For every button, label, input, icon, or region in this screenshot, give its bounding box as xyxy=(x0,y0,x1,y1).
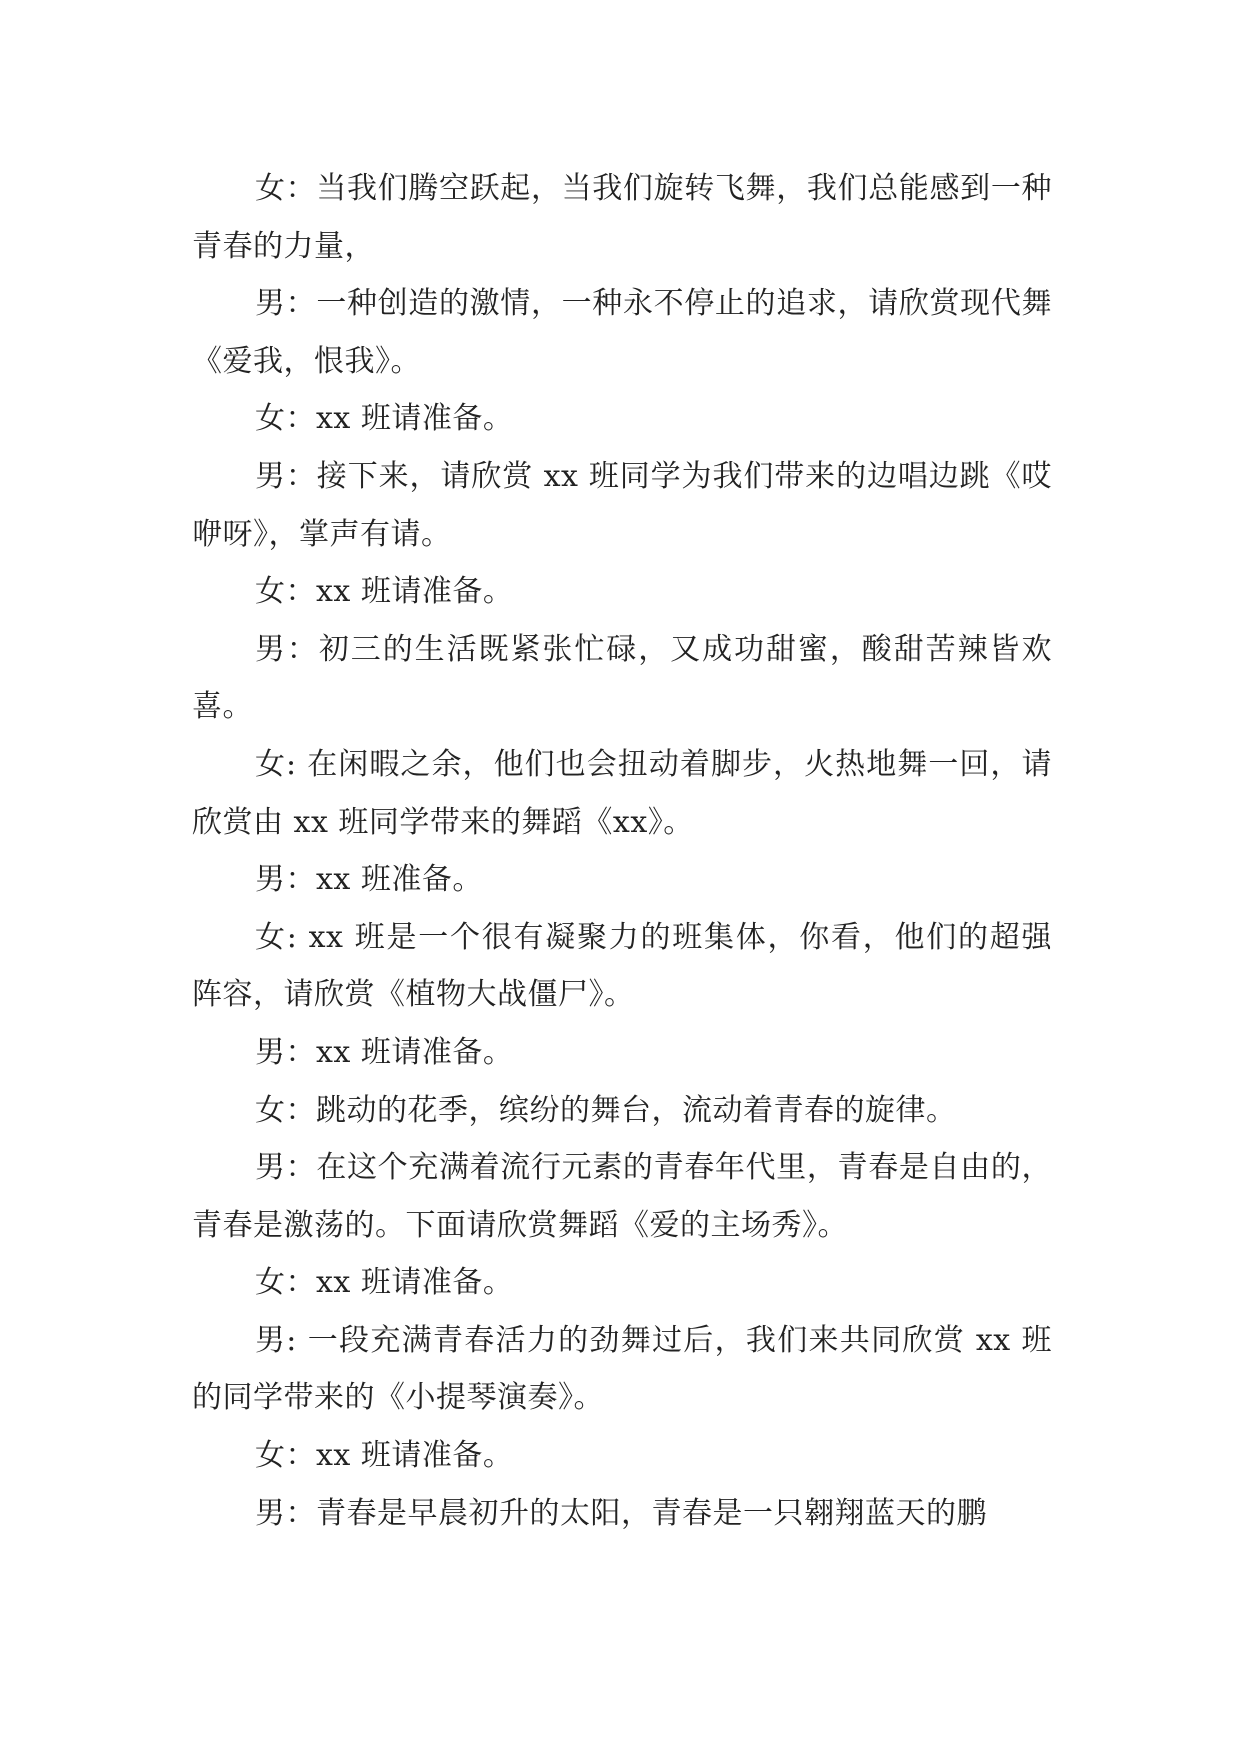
document-body xyxy=(192,160,1052,1542)
paragraph: 男：一种创造的激情，一种永不停止的追求，请欣赏现代舞《爱我，恨我》。 xyxy=(192,286,1052,379)
paragraph: 男：青春是早晨初升的太阳，青春是一只翱翔蓝天的鹏 xyxy=(255,1495,987,1531)
paragraph: 男: 一段充满青春活力的劲舞过后，我们来共同欣赏 xx 班的同学带来的《小提琴演奏》。 xyxy=(192,1322,1052,1416)
paragraph: 男：初三的生活既紧张忙碌，又成功甜蜜，酸甜苦辣皆欢喜。 xyxy=(192,631,1052,725)
paragraph: 男：接下来，请欣赏 xx 班同学为我们带来的边唱边跳《哎咿呀》，掌声有请。 xyxy=(192,458,1052,552)
paragraph: 女：xx 班请准备。 xyxy=(255,1265,514,1301)
paragraph: 男：xx 班请准备。 xyxy=(255,1034,514,1070)
paragraph: 女: xx 班是一个很有凝聚力的班集体，你看，他们的超强阵容，请欣赏《植物大战僵尸》。 xyxy=(192,919,1052,1013)
paragraph: 男：xx 班准备。 xyxy=(255,862,483,898)
paragraph: 男：在这个充满着流行元素的青春年代里，青春是自由的，青春是激荡的。下面请欣赏舞蹈《爱的主场秀》。 xyxy=(192,1150,1052,1243)
paragraph: 女：xx 班请准备。 xyxy=(255,401,514,437)
paragraph: 女：跳动的花季，缤纷的舞台，流动着青春的旋律。 xyxy=(255,1092,957,1128)
paragraph: 女：xx 班请准备。 xyxy=(255,1438,514,1474)
paragraph: 女：xx 班请准备。 xyxy=(255,574,514,610)
paragraph: 女: 在闲暇之余，他们也会扭动着脚步，火热地舞一回，请欣赏由 xx 班同学带来的舞蹈《xx》。 xyxy=(192,746,1052,840)
paragraph: 女：当我们腾空跃起，当我们旋转飞舞，我们总能感到一种青春的力量， xyxy=(192,171,1052,264)
